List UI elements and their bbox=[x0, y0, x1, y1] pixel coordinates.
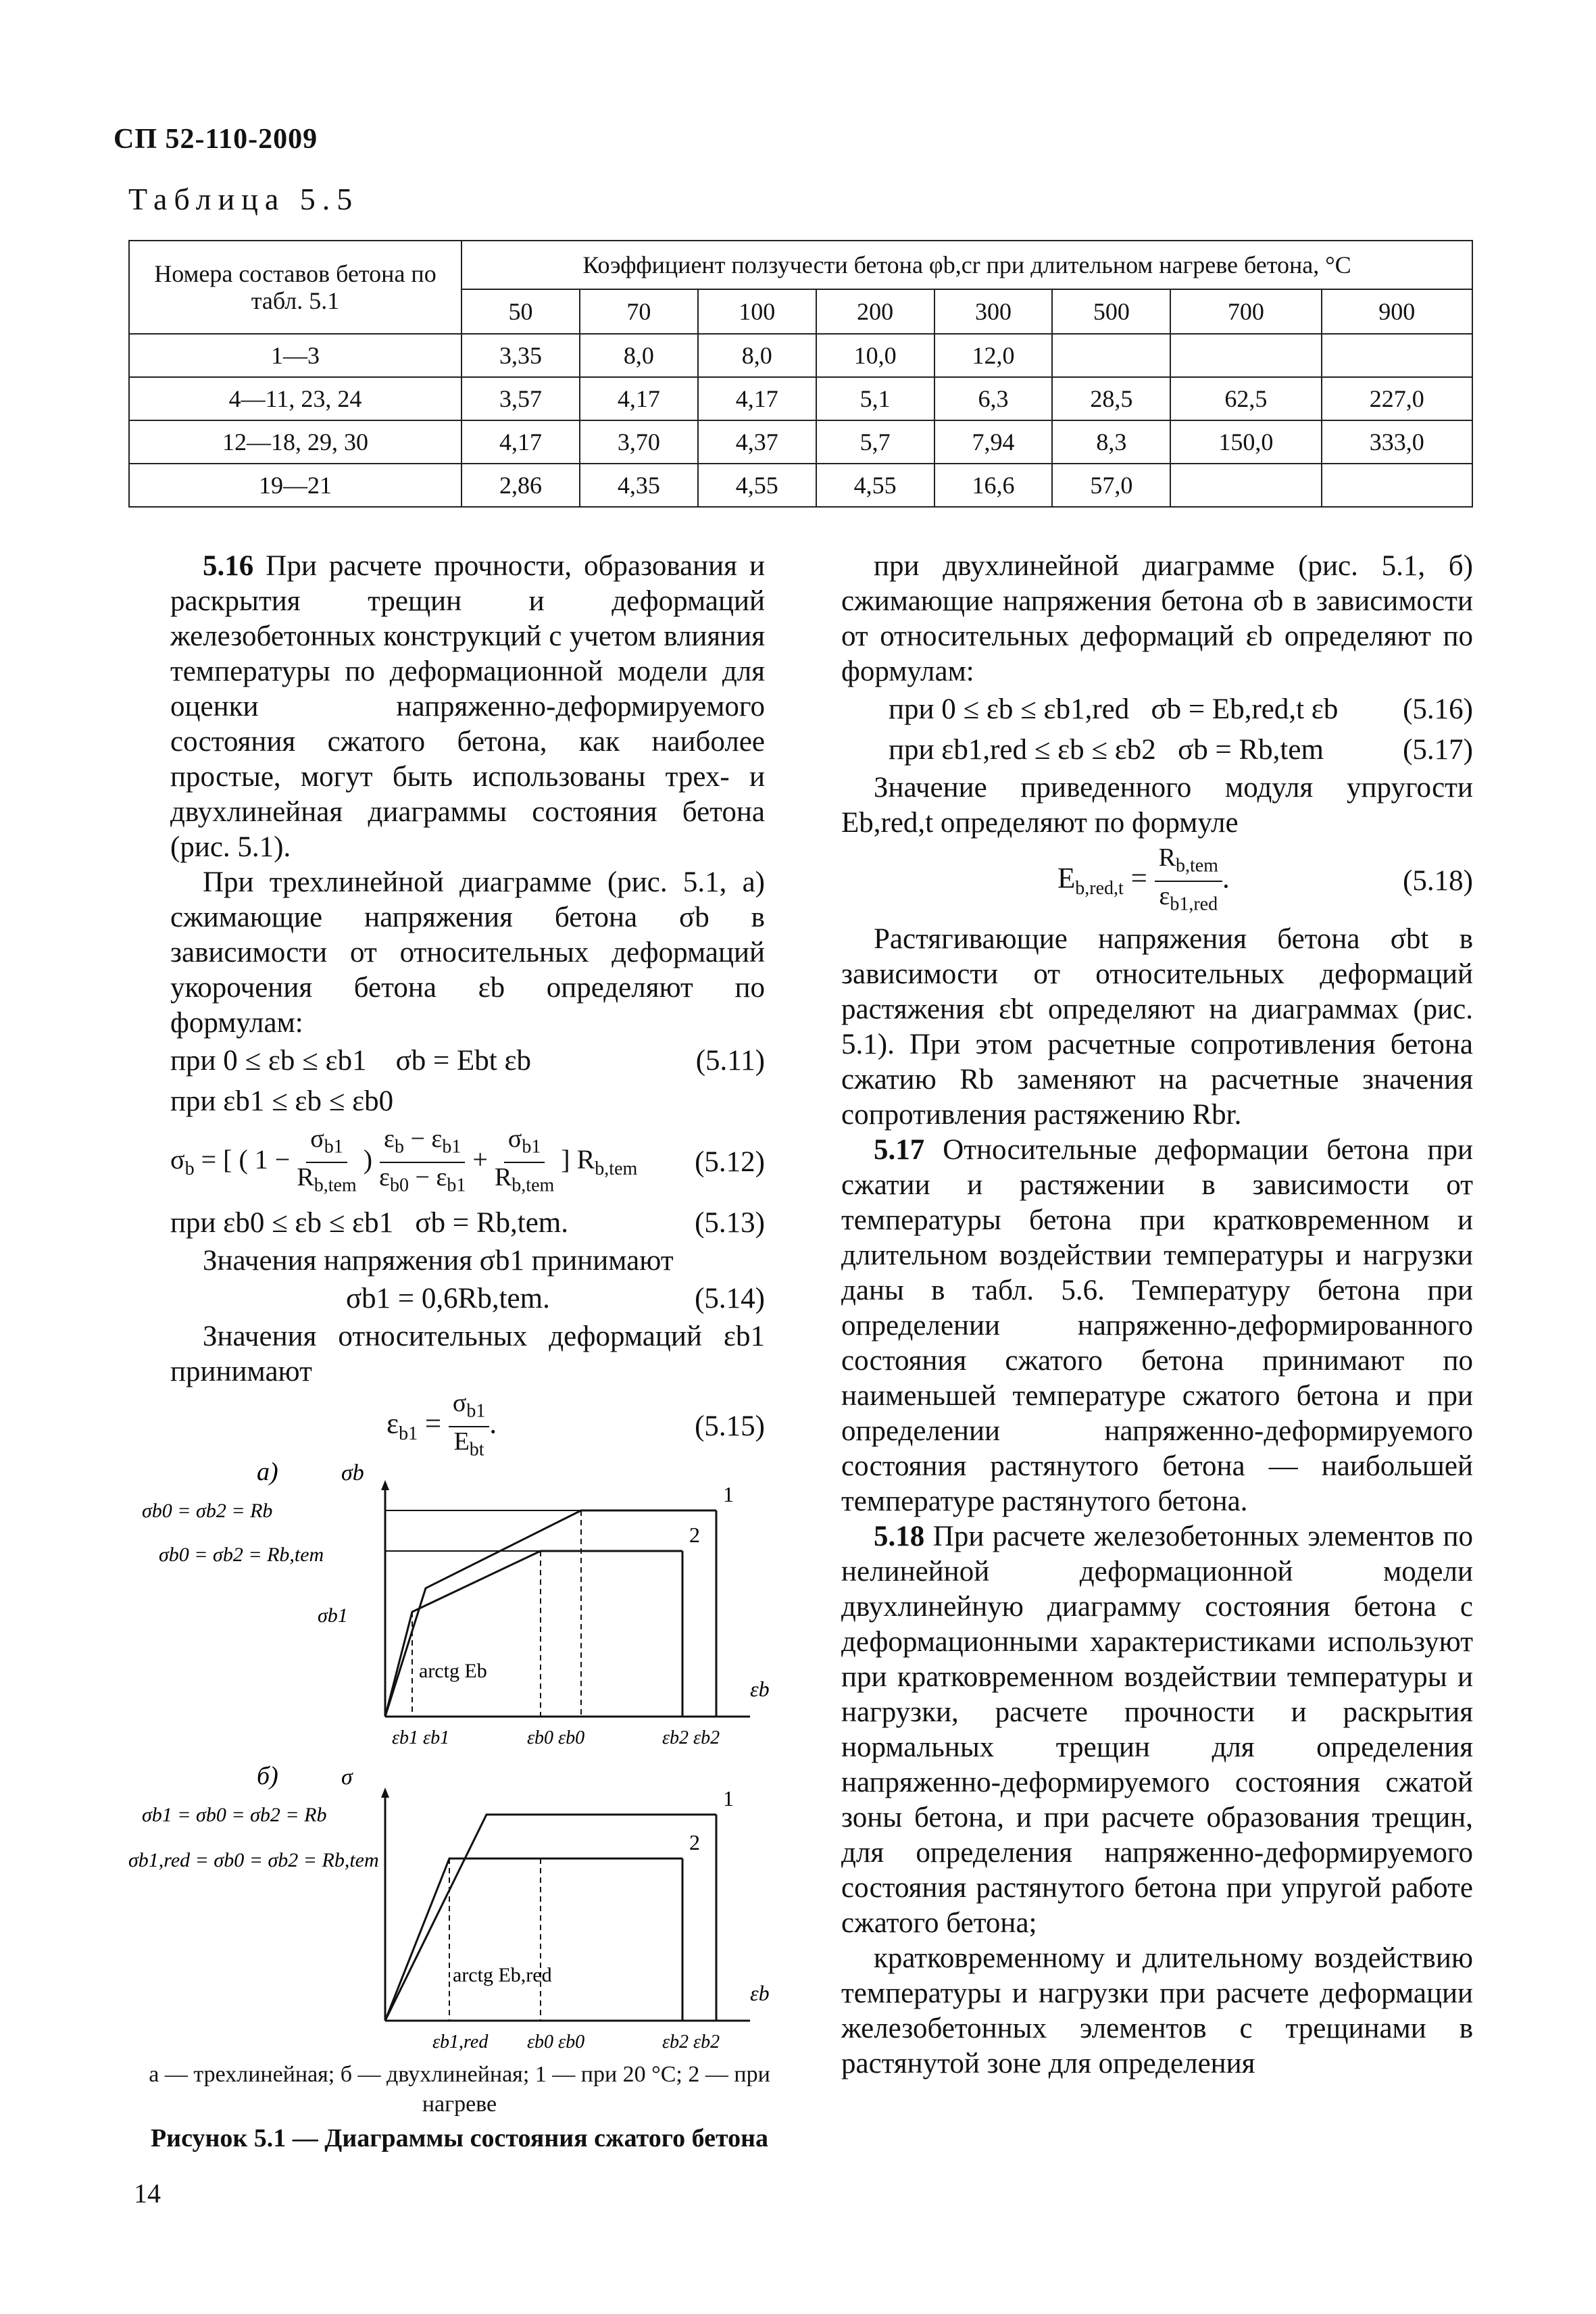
formula-5-11: при 0 ≤ εb ≤ εb1 σb = Ebt εb (5.11) bbox=[170, 1045, 765, 1077]
table-cell: 10,0 bbox=[816, 334, 934, 377]
table-cell: 28,5 bbox=[1052, 377, 1170, 420]
table-cell bbox=[1170, 334, 1321, 377]
paragraph-sigma-b1: Значения напряжения σb1 принимают bbox=[203, 1245, 674, 1277]
paragraph-last: кратковременному и длительному воздействию температуры и нагрузки при расчете деформации железобетонных элементов с трещинами в растянутой зоне для определения bbox=[841, 1942, 1473, 2079]
fig-b-x-3: εb2 εb2 bbox=[662, 2032, 720, 2052]
fig-a-axis-label: σb bbox=[341, 1460, 364, 1485]
section-5-17-number: 5.17 bbox=[874, 1134, 925, 1166]
table-row-label: 19—21 bbox=[129, 464, 462, 507]
table-cell: 2,86 bbox=[462, 464, 580, 507]
paragraph-three-line: При трехлинейной диаграмме (рис. 5.1, а) сжимающие напряжения бетона σb в зависимости от относительных деформаций укорочения бетона εb определяют по формулам: bbox=[170, 866, 765, 1039]
table-row-label: 12—18, 29, 30 bbox=[129, 420, 462, 464]
fig-b-x-1: εb1,red bbox=[432, 2032, 489, 2052]
table-row bbox=[129, 420, 1472, 464]
table-cell: 4,35 bbox=[580, 464, 698, 507]
formula-5-12: $\sigma_b$ = [ ( 1 − $\frac{\sigma_{b1}}{R_{b,tem}}$ ) $\frac{\varepsilon_b - \varepsilon_{b1}}{\varepsilon_{b0} - \varepsilon_{b1}}$ + $\frac{\sigma_{b1}}{R_{b,tem}}$ ] $R_{b,tem}$ (5.12) bbox=[170, 1125, 765, 1196]
figure-legend: а — трехлинейная; б — двухлинейная; 1 — при 20 °С; 2 — при нагреве bbox=[149, 2062, 770, 2117]
figure-5-1-diagrams bbox=[128, 1453, 777, 2061]
table-temp-header: 100 bbox=[698, 289, 816, 334]
table-cell: 5,1 bbox=[816, 377, 934, 420]
fig-b-curve-1-label: 1 bbox=[723, 1786, 734, 1811]
fig-b-y1-label: σb1 = σb0 = σb2 = Rb bbox=[142, 1804, 327, 1826]
formula-5-15: $\varepsilon_{b1}$ = $\frac{\sigma_{b1}}{E_{bt}}$ . (5.15) bbox=[386, 1389, 765, 1460]
page-number: 14 bbox=[134, 2178, 161, 2209]
table-temp-header: 500 bbox=[1052, 289, 1170, 334]
fig-b-y-arrow bbox=[381, 1788, 389, 1798]
formula-5-13: при εb0 ≤ εb ≤ εb1 σb = Rb,tem. (5.13) bbox=[170, 1207, 765, 1239]
fig-a-curve-1 bbox=[385, 1510, 716, 1717]
table-temp-header: 300 bbox=[934, 289, 1053, 334]
table-cell: 8,3 bbox=[1052, 420, 1170, 464]
table-cell: 3,35 bbox=[462, 334, 580, 377]
fig-b-curve-2 bbox=[385, 1858, 682, 2021]
table-caption: Таблица 5.5 bbox=[128, 182, 359, 216]
formula-5-12-condition: при εb1 ≤ εb ≤ εb0 bbox=[170, 1085, 394, 1117]
table-cell: 3,70 bbox=[580, 420, 698, 464]
table-cell: 57,0 bbox=[1052, 464, 1170, 507]
table-temp-header: 70 bbox=[580, 289, 698, 334]
table-row bbox=[129, 464, 1472, 507]
section-5-16-text: При расчете прочности, образования и раскрытия трещин и деформаций железобетонных конструкций с учетом влияния температуры по деформационной модели для оценки напряженно-деформируемого состояния сжатого бетона, как наиболее простые, могут быть использованы трех- и двухлинейная диаграммы состояния бетона (рис. 5.1). bbox=[170, 550, 765, 863]
table-cell: 7,94 bbox=[934, 420, 1053, 464]
document-code: СП 52-110-2009 bbox=[114, 124, 318, 155]
table-row-label: 1—3 bbox=[129, 334, 462, 377]
table-header-compositions: Номера составов бетона по табл. 5.1 bbox=[129, 241, 462, 334]
fig-a-y3-label: σb1 bbox=[318, 1604, 348, 1627]
formula-5-18: $E_{b,red,t}$ = $\frac{R_{b,tem}}{\varepsilon_{b1,red}}$ . (5.18) bbox=[1057, 843, 1473, 915]
table-cell: 227,0 bbox=[1322, 377, 1472, 420]
section-5-17-text: Относительные деформации бетона при сжатии и растяжении в зависимости от температуры бетона при кратковременном и длительном воздействии температуры и нагрузки даны в табл. 5.6. Температуру бетона при определении напряженно-деформированного состояния сжатого бетона принимают по наименьшей температуре сжатого бетона и при определении напряженно-деформируемого состояния растянутого бетона — наибольшей температуре растянутого бетона. bbox=[841, 1134, 1473, 1517]
section-5-16-number: 5.16 bbox=[203, 550, 254, 582]
fig-a-y-arrow bbox=[381, 1480, 389, 1490]
paragraph-eps-b1: Значения относительных деформаций εb1 принимают bbox=[170, 1321, 765, 1387]
table-cell: 62,5 bbox=[1170, 377, 1321, 420]
fig-a-arctg: arctg Eb bbox=[419, 1660, 487, 1682]
section-5-18-number: 5.18 bbox=[874, 1521, 925, 1552]
table-cell: 16,6 bbox=[934, 464, 1053, 507]
table-cell: 8,0 bbox=[698, 334, 816, 377]
paragraph-modulus: Значение приведенного модуля упругости Eb,red,t определяют по формуле bbox=[841, 772, 1473, 839]
table-cell: 6,3 bbox=[934, 377, 1053, 420]
fig-a-label: а) bbox=[257, 1458, 278, 1486]
fig-a-eps-axis: εb bbox=[750, 1677, 770, 1701]
table-row bbox=[129, 334, 1472, 377]
table-row-label: 4—11, 23, 24 bbox=[129, 377, 462, 420]
fig-b-eps-axis: εb bbox=[750, 1981, 770, 2005]
fig-b-y2-label: σb1,red = σb0 = σb2 = Rb,tem bbox=[128, 1849, 379, 1871]
table-cell: 333,0 bbox=[1322, 420, 1472, 464]
fig-b-x-2: εb0 εb0 bbox=[527, 2032, 585, 2052]
paragraph-tension: Растягивающие напряжения бетона σbt в зависимости от относительных деформаций растяжения εbt определяют на диаграммах (рис. 5.1). При этом расчетные сопротивления бетона сжатию Rb заменяют на расчетные значения сопротивления растяжению Rbr. bbox=[841, 923, 1473, 1131]
table-cell bbox=[1322, 334, 1472, 377]
table-cell: 4,37 bbox=[698, 420, 816, 464]
fig-a-curve-1-label: 1 bbox=[723, 1482, 734, 1506]
table-temp-header: 200 bbox=[816, 289, 934, 334]
figure-caption: Рисунок 5.1 — Диаграммы состояния сжатого бетона bbox=[150, 2124, 769, 2152]
paragraph-two-line: при двухлинейной диаграмме (рис. 5.1, б) сжимающие напряжения бетона σb в зависимости от относительных деформаций εb определяют по формулам: bbox=[841, 550, 1473, 687]
table-cell: 4,17 bbox=[462, 420, 580, 464]
fig-a-y2-label: σb0 = σb2 = Rb,tem bbox=[159, 1544, 324, 1566]
table-cell: 8,0 bbox=[580, 334, 698, 377]
fig-a-y1-label: σb0 = σb2 = Rb bbox=[142, 1500, 273, 1522]
left-column bbox=[170, 549, 765, 1464]
right-column bbox=[841, 549, 1473, 2082]
table-cell: 4,55 bbox=[698, 464, 816, 507]
table-cell bbox=[1052, 334, 1170, 377]
table-5-5 bbox=[128, 240, 1473, 508]
formula-5-16: при 0 ≤ εb ≤ εb1,red σb = Eb,red,t εb (5.16) bbox=[889, 693, 1473, 725]
table-cell: 150,0 bbox=[1170, 420, 1321, 464]
table-cell: 5,7 bbox=[816, 420, 934, 464]
table-cell: 4,17 bbox=[580, 377, 698, 420]
formula-5-17: при εb1,red ≤ εb ≤ εb2 σb = Rb,tem (5.17) bbox=[889, 734, 1473, 766]
fig-a-curve-2 bbox=[385, 1551, 682, 1717]
table-temp-header: 900 bbox=[1322, 289, 1472, 334]
table-cell bbox=[1322, 464, 1472, 507]
fig-a-x-1: εb1 εb1 bbox=[392, 1727, 450, 1748]
table-cell: 4,17 bbox=[698, 377, 816, 420]
table-cell: 12,0 bbox=[934, 334, 1053, 377]
fig-b-curve-1 bbox=[385, 1815, 716, 2021]
fig-b-label: б) bbox=[257, 1762, 278, 1790]
fig-b-curve-2-label: 2 bbox=[689, 1830, 700, 1854]
table-row bbox=[129, 377, 1472, 420]
table-cell: 3,57 bbox=[462, 377, 580, 420]
table-cell: 4,55 bbox=[816, 464, 934, 507]
fig-b-axis-label: σ bbox=[341, 1765, 353, 1790]
fig-a-x-3: εb2 εb2 bbox=[662, 1727, 720, 1748]
fig-a-curve-2-label: 2 bbox=[689, 1523, 700, 1547]
fig-b-arctg: arctg Eb,red bbox=[453, 1964, 552, 1986]
fig-a-x-2: εb0 εb0 bbox=[527, 1727, 585, 1748]
table-temp-header: 700 bbox=[1170, 289, 1321, 334]
section-5-18-text: При расчете железобетонных элементов по нелинейной деформационной модели двухлинейную диаграмму состояния бетона с деформационными характеристиками используют при кратковременном воздействии температуры и нагрузки, расчете прочности и раскрытия нормальных трещин для определения напряженно-деформируемого состояния сжатой зоны бетона, и при расчете образования трещин, для определения напряженно-деформируемого состояния растянутого бетона при упругой работе сжатого бетона; bbox=[841, 1521, 1473, 1939]
table-header-creep: Коэффициент ползучести бетона φb,cr при длительном нагреве бетона, °С bbox=[462, 241, 1472, 289]
formula-5-14: σb1 = 0,6Rb,tem. (5.14) bbox=[346, 1283, 765, 1314]
table-cell bbox=[1170, 464, 1321, 507]
table-temp-header: 50 bbox=[462, 289, 580, 334]
